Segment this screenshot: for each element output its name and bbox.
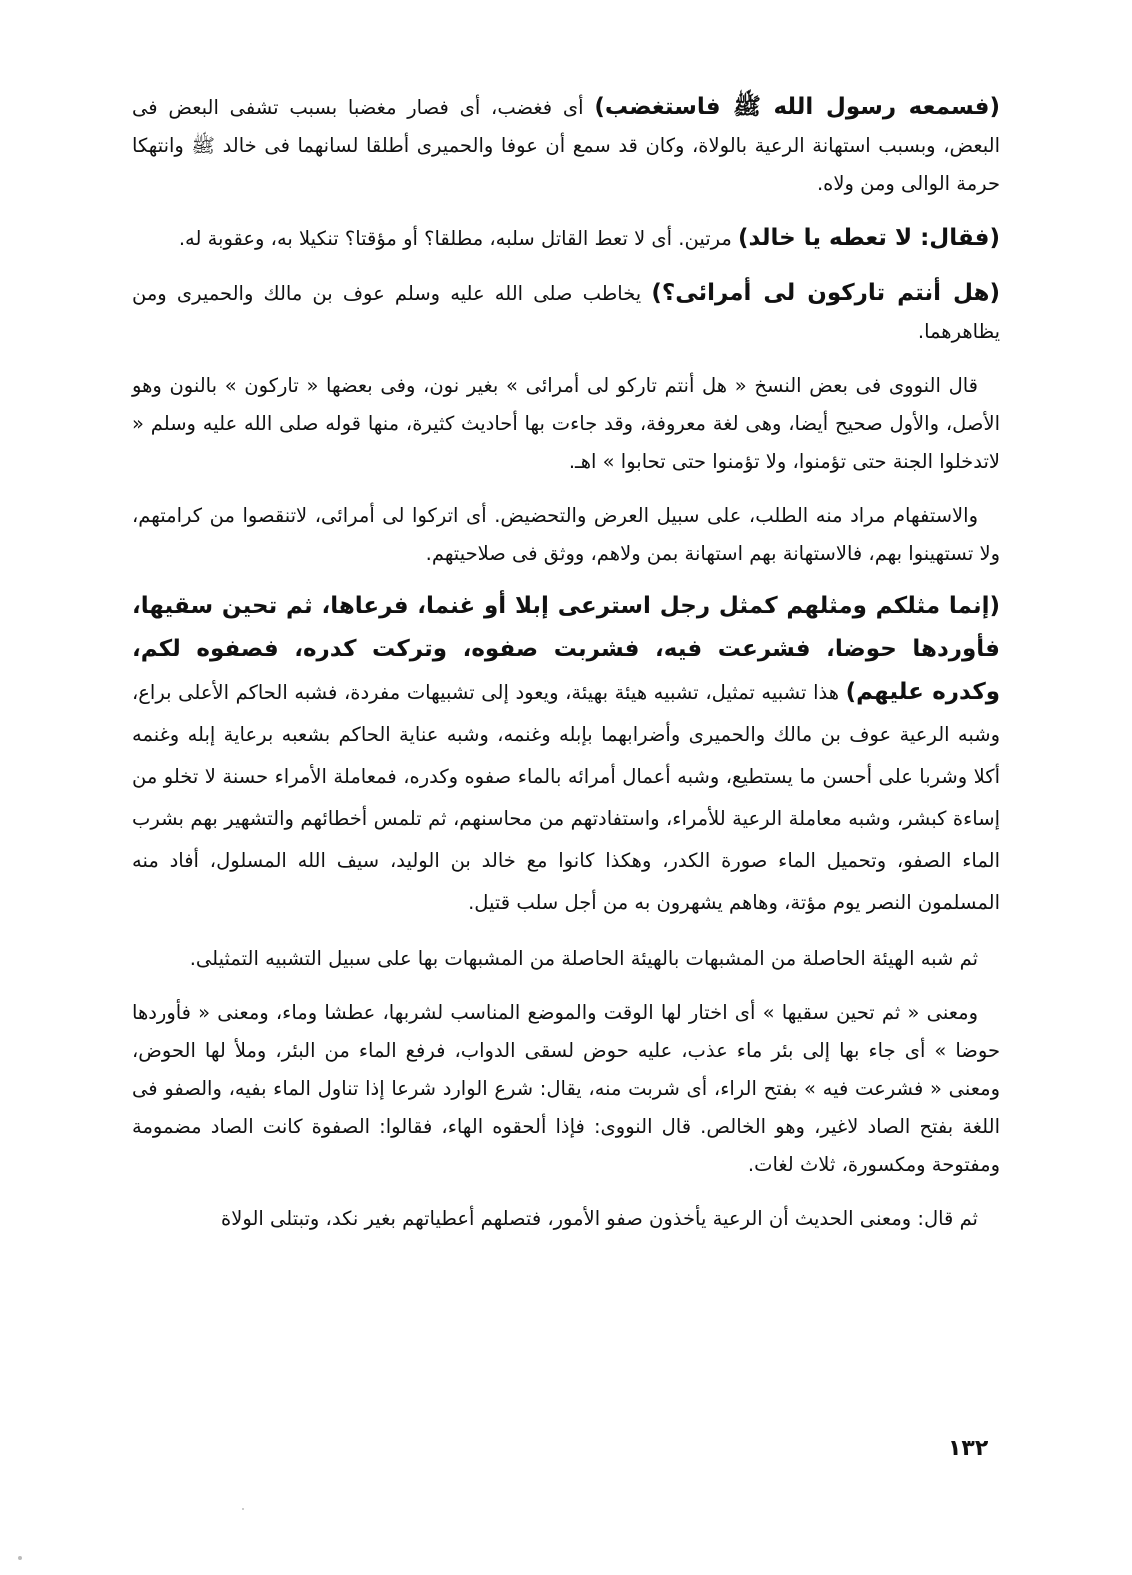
hadith-quote-2: (فقال: لا تعطه يا خالد) (738, 225, 1000, 251)
scan-speck (242, 1508, 244, 1510)
commentary-9: ثم قال: ومعنى الحديث أن الرعية يأخذون صفو الأمور، فتصلهم أعطياتهم بغير نكد، وتبتلى الولاة (221, 1207, 978, 1230)
paragraph-7 (132, 940, 1000, 978)
scan-corner-mark (18, 1556, 22, 1560)
paragraph-6 (132, 585, 1000, 924)
commentary-5: والاستفهام مراد منه الطلب، على سبيل العرض والتحضيض. أى اتركوا لى أمرائى، لاتنقصوا من كرامتهم، ولا تستهينوا بهم، فالاستهانة بهم استهانة بمن ولاهم، ووثق فى صلاحيتهم. (132, 504, 1000, 565)
commentary-6: هذا تشبيه تمثيل، تشبيه هيئة بهيئة، ويعود إلى تشبيهات مفردة، فشبه الحاكم الأعلى براع، وشبه الرعية عوف بن مالك والحميرى وأضرابهما بإبله وغنمه، وشبه عناية الحاكم بشعبه برعاية إبله وغنمه أكلا وشربا على أحسن ما يستطيع، وشبه أعمال أمرائه بالماء صفوه وكدره، فمعاملة الأمراء حسنة لا تخلو من إساءة كبشر، وشبه معاملة الرعية للأمراء، واستفادتهم من محاسنهم، ثم تلمس أخطائهم والتشهير بهم بشرب الماء الصفو، وتحميل الماء صورة الكدر، وهكذا كانوا مع خالد بن الوليد، سيف الله المسلول، أفاد منه المسلمون النصر يوم مؤتة، وهاهم يشهرون به من أجل سلب قتيل. (132, 681, 1000, 914)
paragraph-3 (132, 274, 1000, 351)
hadith-quote-1: (فسمعه رسول الله ﷺ فاستغضب) (594, 94, 1000, 120)
paragraph-9 (132, 1200, 1000, 1238)
commentary-7: ثم شبه الهيئة الحاصلة من المشبهات بالهيئة الحاصلة من المشبهات بها على سبيل التشبيه التمثيلى. (189, 947, 978, 970)
commentary-4: قال النووى فى بعض النسخ « هل أنتم تاركو لى أمرائى » بغير نون، وفى بعضها « تاركون » بالنون وهو الأصل، والأول صحيح أيضا، وهى لغة معروفة، وقد جاءت بها أحاديث كثيرة، منها قوله صلى الله عليه وسلم « لاتدخلوا الجنة حتى تؤمنوا، ولا تؤمنوا حتى تحابوا » اهـ. (132, 374, 1000, 473)
paragraph-4 (132, 367, 1000, 481)
commentary-1: أى فغضب، أى فصار مغضبا بسبب تشفى البعض فى البعض، وبسبب استهانة الرعية بالولاة، وكان قد سمع أن عوفا والحميرى أطلقا لسانهما فى خالد ﷺ وانتهكا حرمة الوالى ومن ولاه. (132, 96, 1000, 195)
paragraph-8 (132, 994, 1000, 1184)
hadith-quote-6: (إنما مثلكم ومثلهم كمثل رجل استرعى إبلا أو غنما، فرعاها، ثم تحين سقيها، فأوردها حوضا، فشرعت فيه، فشربت صفوه، وتركت كدره، فصفوه لكم، وكدره عليهم) (132, 593, 1000, 705)
paragraph-1 (132, 88, 1000, 203)
paragraph-5 (132, 497, 1000, 573)
commentary-3: يخاطب صلى الله عليه وسلم عوف بن مالك والحميرى ومن يظاهرهما. (132, 282, 1000, 343)
page-number: ١٣٢ (948, 1436, 989, 1461)
hadith-quote-3: (هل أنتم تاركون لى أمرائى؟) (651, 280, 1000, 306)
commentary-2: مرتين. أى لا تعط القاتل سلبه، مطلقا؟ أو مؤقتا؟ تنكيلا به، وعقوبة له. (178, 227, 739, 250)
paragraph-2 (132, 219, 1000, 258)
commentary-8: ومعنى « ثم تحين سقيها » أى اختار لها الوقت والموضع المناسب لشربها، عطشا وماء، ومعنى « فأوردها حوضا » أى جاء بها إلى بئر ماء عذب، عليه حوض لسقى الدواب، فرفع الماء من البئر، وملأ لها الحوض، ومعنى « فشرعت فيه » بفتح الراء، أى شربت منه، يقال: شرع الوارد شرعا إذا تناول الماء بفيه، والصفو فى اللغة بفتح الصاد لاغير، وهو الخالص. قال النووى: فإذا ألحقوه الهاء، فقالوا: الصفوة كانت الصاد مضمومة ومفتوحة ومكسورة، ثلاث لغات. (132, 1001, 1000, 1176)
document-page (132, 88, 1000, 1488)
